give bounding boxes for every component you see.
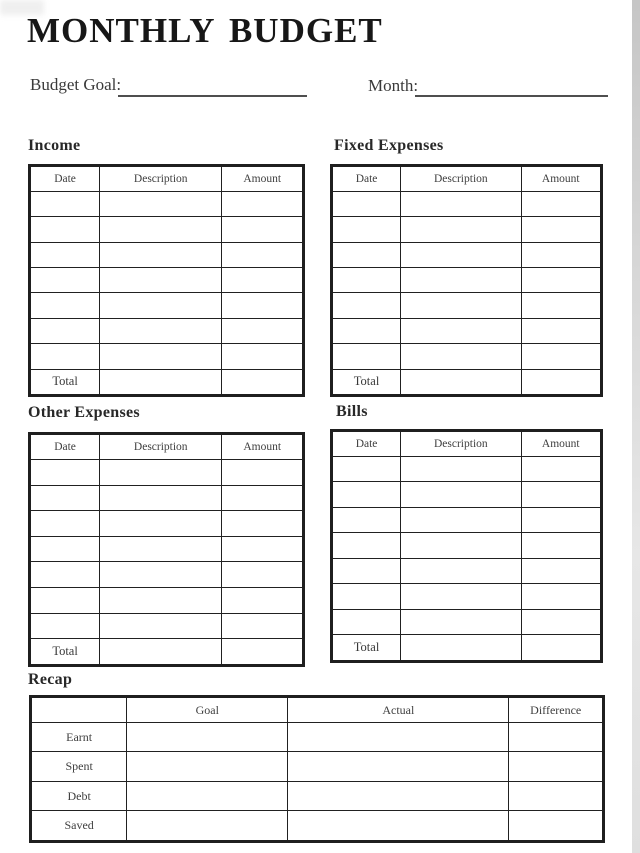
total-row: [30, 369, 304, 395]
section-heading-bills: Bills: [336, 403, 368, 420]
total-row: [332, 635, 602, 662]
actual-cell[interactable]: [288, 811, 509, 842]
total-label-cell: Total: [332, 635, 401, 662]
actual-cell[interactable]: [288, 723, 509, 752]
date-cell[interactable]: [30, 192, 100, 217]
description-cell[interactable]: [100, 217, 222, 242]
total-amount-cell[interactable]: [222, 639, 304, 666]
amount-cell[interactable]: [222, 293, 304, 318]
total-description-cell[interactable]: [100, 639, 222, 666]
date-cell[interactable]: [30, 318, 100, 343]
date-cell[interactable]: [332, 192, 401, 217]
month-input-line[interactable]: [415, 95, 608, 97]
date-cell[interactable]: [30, 242, 100, 267]
amount-cell[interactable]: [222, 588, 304, 614]
date-cell[interactable]: [30, 268, 100, 293]
description-cell[interactable]: [401, 217, 521, 242]
table-header-row: [30, 166, 304, 192]
goal-cell[interactable]: [127, 781, 288, 810]
amount-cell[interactable]: [521, 318, 601, 343]
amount-cell[interactable]: [521, 507, 601, 532]
description-cell[interactable]: [100, 588, 222, 614]
column-header-description: Description: [100, 434, 222, 460]
table-row: [332, 533, 602, 558]
date-cell[interactable]: [332, 217, 401, 242]
amount-cell[interactable]: [521, 192, 601, 217]
description-cell[interactable]: [401, 293, 521, 318]
amount-cell[interactable]: [521, 293, 601, 318]
date-cell[interactable]: [30, 613, 100, 639]
recap-row-label: Saved: [31, 811, 127, 842]
recap-row-debt: [31, 781, 604, 810]
total-amount-cell[interactable]: [222, 369, 304, 395]
amount-cell[interactable]: [222, 485, 304, 511]
date-cell[interactable]: [30, 588, 100, 614]
date-cell[interactable]: [332, 344, 401, 369]
recap-header-difference: Difference: [509, 697, 604, 723]
amount-cell[interactable]: [222, 268, 304, 293]
description-cell[interactable]: [401, 609, 521, 635]
amount-cell[interactable]: [521, 482, 601, 507]
table-row: [332, 507, 602, 532]
amount-cell[interactable]: [222, 318, 304, 343]
amount-cell[interactable]: [521, 609, 601, 635]
date-cell[interactable]: [30, 485, 100, 511]
table-header-row: [332, 166, 602, 192]
table-row: [332, 242, 602, 267]
description-cell[interactable]: [401, 482, 521, 507]
amount-cell[interactable]: [222, 511, 304, 537]
actual-cell[interactable]: [288, 752, 509, 781]
description-cell[interactable]: [401, 558, 521, 583]
table-row: [30, 613, 304, 639]
recap-header-actual: Actual: [288, 697, 509, 723]
table-row: [332, 192, 602, 217]
amount-cell[interactable]: [222, 344, 304, 369]
amount-cell[interactable]: [521, 584, 601, 609]
amount-cell[interactable]: [521, 558, 601, 583]
total-label-cell: Total: [30, 369, 100, 395]
table-row: [332, 318, 602, 343]
table-header-row: [30, 434, 304, 460]
amount-cell[interactable]: [222, 460, 304, 486]
section-heading-other-expenses: Other Expenses: [28, 404, 140, 421]
budget-goal-input-line[interactable]: [118, 95, 307, 97]
table-row: [332, 457, 602, 482]
description-cell[interactable]: [100, 268, 222, 293]
other-expenses-table: [28, 432, 305, 667]
column-header-amount: Amount: [222, 166, 304, 192]
description-cell[interactable]: [401, 192, 521, 217]
description-cell[interactable]: [100, 344, 222, 369]
recap-row-label: Earnt: [31, 723, 127, 752]
table-row: [30, 318, 304, 343]
recap-table: [29, 695, 605, 843]
recap-row-saved: [31, 811, 604, 842]
date-cell[interactable]: [332, 293, 401, 318]
amount-cell[interactable]: [222, 242, 304, 267]
description-cell[interactable]: [100, 562, 222, 588]
page-title: MONTHLY BUDGET: [27, 11, 383, 50]
recap-row-label: Spent: [31, 752, 127, 781]
section-heading-recap: Recap: [28, 671, 73, 688]
date-cell[interactable]: [332, 584, 401, 609]
table-row: [332, 609, 602, 635]
total-label-cell: Total: [30, 639, 100, 666]
table-row: [30, 460, 304, 486]
budget-goal-label: Budget Goal:: [30, 75, 122, 94]
date-cell[interactable]: [30, 344, 100, 369]
page-edge-shadow: [632, 0, 640, 853]
date-cell[interactable]: [30, 217, 100, 242]
amount-cell[interactable]: [521, 268, 601, 293]
date-cell[interactable]: [332, 268, 401, 293]
table-row: [30, 536, 304, 562]
table-row: [30, 192, 304, 217]
table-row: [30, 293, 304, 318]
table-row: [30, 588, 304, 614]
column-header-date: Date: [332, 431, 401, 457]
amount-cell[interactable]: [222, 192, 304, 217]
recap-header-blank: [31, 697, 127, 723]
date-cell[interactable]: [332, 318, 401, 343]
date-cell[interactable]: [30, 536, 100, 562]
goal-cell[interactable]: [127, 723, 288, 752]
column-header-description: Description: [100, 166, 222, 192]
amount-cell[interactable]: [222, 536, 304, 562]
description-cell[interactable]: [401, 533, 521, 558]
amount-cell[interactable]: [521, 344, 601, 369]
actual-cell[interactable]: [288, 781, 509, 810]
total-label-cell: Total: [332, 369, 401, 395]
recap-header-row: [31, 697, 604, 723]
column-header-amount: Amount: [521, 431, 601, 457]
date-cell[interactable]: [30, 293, 100, 318]
month-label: Month:: [368, 76, 419, 95]
section-heading-fixed-expenses: Fixed Expenses: [334, 137, 444, 154]
description-cell[interactable]: [100, 293, 222, 318]
goal-cell[interactable]: [127, 752, 288, 781]
table-row: [30, 217, 304, 242]
amount-cell[interactable]: [521, 533, 601, 558]
date-cell[interactable]: [30, 460, 100, 486]
amount-cell[interactable]: [521, 217, 601, 242]
table-row: [332, 268, 602, 293]
description-cell[interactable]: [100, 613, 222, 639]
table-header-row: [332, 431, 602, 457]
table-row: [332, 584, 602, 609]
recap-row-earnt: [31, 723, 604, 752]
description-cell[interactable]: [401, 457, 521, 482]
difference-cell[interactable]: [509, 723, 604, 752]
income-table: [28, 164, 305, 397]
table-row: [332, 482, 602, 507]
total-row: [30, 639, 304, 666]
description-cell[interactable]: [401, 344, 521, 369]
section-heading-income: Income: [28, 137, 81, 154]
date-cell[interactable]: [332, 457, 401, 482]
amount-cell[interactable]: [222, 562, 304, 588]
column-header-date: Date: [30, 434, 100, 460]
date-cell[interactable]: [332, 482, 401, 507]
date-cell[interactable]: [332, 242, 401, 267]
table-row: [332, 344, 602, 369]
description-cell[interactable]: [100, 318, 222, 343]
fixed-expenses-table: [330, 164, 603, 397]
description-cell[interactable]: [100, 536, 222, 562]
total-description-cell[interactable]: [401, 635, 521, 662]
date-cell[interactable]: [30, 511, 100, 537]
table-row: [30, 242, 304, 267]
amount-cell[interactable]: [222, 613, 304, 639]
date-cell[interactable]: [332, 533, 401, 558]
date-cell[interactable]: [332, 558, 401, 583]
amount-cell[interactable]: [222, 217, 304, 242]
difference-cell[interactable]: [509, 811, 604, 842]
table-row: [332, 217, 602, 242]
table-row: [30, 485, 304, 511]
total-amount-cell[interactable]: [521, 635, 601, 662]
table-row: [30, 562, 304, 588]
total-description-cell[interactable]: [100, 369, 222, 395]
table-row: [30, 511, 304, 537]
recap-row-label: Debt: [31, 781, 127, 810]
description-cell[interactable]: [401, 584, 521, 609]
date-cell[interactable]: [30, 562, 100, 588]
difference-cell[interactable]: [509, 752, 604, 781]
description-cell[interactable]: [100, 460, 222, 486]
column-header-date: Date: [30, 166, 100, 192]
column-header-date: Date: [332, 166, 401, 192]
description-cell[interactable]: [401, 268, 521, 293]
description-cell[interactable]: [401, 318, 521, 343]
date-cell[interactable]: [332, 609, 401, 635]
description-cell[interactable]: [100, 242, 222, 267]
description-cell[interactable]: [100, 192, 222, 217]
column-header-description: Description: [401, 431, 521, 457]
amount-cell[interactable]: [521, 457, 601, 482]
total-description-cell[interactable]: [401, 369, 521, 395]
total-row: [332, 369, 602, 395]
date-cell[interactable]: [332, 507, 401, 532]
column-header-amount: Amount: [222, 434, 304, 460]
total-amount-cell[interactable]: [521, 369, 601, 395]
recap-header-goal: Goal: [127, 697, 288, 723]
column-header-amount: Amount: [521, 166, 601, 192]
description-cell[interactable]: [100, 511, 222, 537]
table-row: [332, 558, 602, 583]
table-row: [30, 268, 304, 293]
description-cell[interactable]: [401, 242, 521, 267]
description-cell[interactable]: [100, 485, 222, 511]
amount-cell[interactable]: [521, 242, 601, 267]
description-cell[interactable]: [401, 507, 521, 532]
recap-row-spent: [31, 752, 604, 781]
table-row: [332, 293, 602, 318]
column-header-description: Description: [401, 166, 521, 192]
difference-cell[interactable]: [509, 781, 604, 810]
goal-cell[interactable]: [127, 811, 288, 842]
table-row: [30, 344, 304, 369]
bills-table: [330, 429, 603, 663]
